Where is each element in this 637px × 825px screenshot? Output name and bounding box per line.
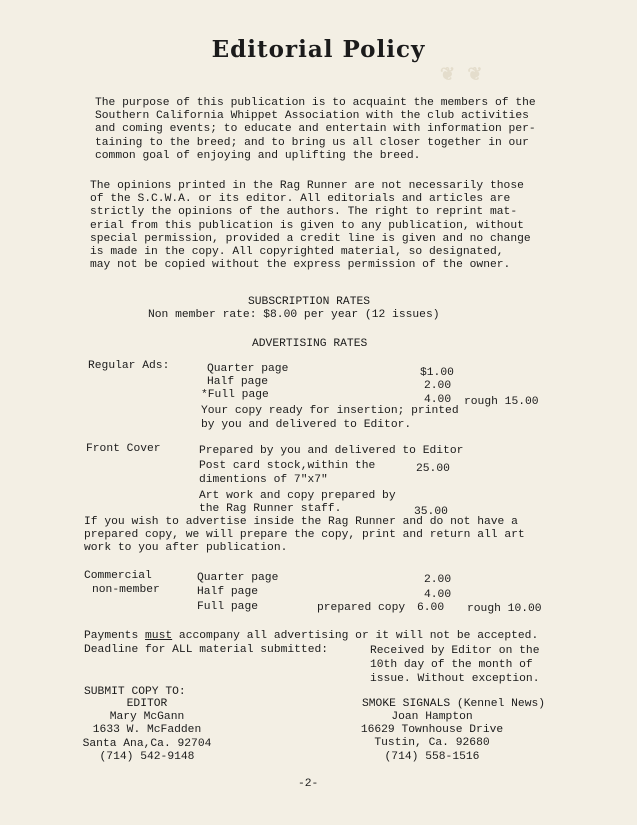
payment-note (84, 630, 538, 643)
front-cover-line: Art work and copy prepared by (199, 490, 396, 502)
bleed-through-text: ❦ ❦ (440, 64, 486, 85)
text-line: Southern California Whippet Association with the club activities (95, 110, 529, 123)
text-line: If you wish to advertise inside the Rag Runner and do not have a (84, 516, 518, 528)
text-line: taining to the breed; and to bring us all closer together in our (95, 136, 529, 149)
commercial-row-item: Full page (197, 601, 259, 613)
subscription-heading: SUBSCRIPTION RATES (248, 296, 371, 308)
deadline-line: issue. Without exception. (370, 673, 540, 685)
commercial-row-price: 4.00 (424, 589, 452, 601)
must-emphasis: must (145, 630, 173, 642)
address-line: (714) 542-9148 (99, 750, 195, 763)
commercial-row-rough: rough 10.00 (467, 603, 542, 615)
address-line: Mary McGann (109, 711, 185, 724)
submit-copy-heading: SUBMIT COPY TO: (84, 686, 186, 698)
text-line: is made in the copy. All copyrighted material, so designated, (90, 246, 504, 259)
text-line: strictly the opinions of the authors. The right to reprint mat- (90, 206, 518, 219)
text-line: work to you after publication. (84, 542, 288, 555)
smoke-signals-heading: SMOKE SIGNALS (Kennel News) (362, 698, 546, 710)
page-number: -2- (298, 778, 319, 790)
text-line: special permission, provided a credit line is given and no change (90, 232, 531, 245)
text-line: The opinions printed in the Rag Runner are not necessarily those (90, 180, 524, 192)
text-line: prepared copy, we will prepare the copy, print and return all art (84, 529, 525, 542)
payment-prefix: Payments (84, 630, 146, 642)
regular-row-item: Quarter page (207, 363, 289, 375)
deadline-line: 10th day of the month of (370, 659, 533, 671)
commercial-row-item: Quarter page (197, 572, 279, 584)
address-line: (714) 558-1516 (384, 750, 480, 763)
policy-paragraph-1 (95, 97, 536, 163)
address-line: Santa Ana,Ca. 92704 (82, 737, 212, 750)
deadline-label: Deadline for ALL material submitted: (84, 644, 329, 656)
regular-row-price: 2.00 (424, 380, 452, 392)
address-line: 1633 W. McFadden (92, 724, 202, 737)
regular-row-price: $1.00 (420, 367, 454, 379)
address-line: 16629 Townhouse Drive (360, 724, 504, 737)
subscription-rate: Non member rate: $8.00 per year (12 issues) (148, 309, 440, 321)
front-cover-price: 35.00 (414, 506, 448, 518)
editor-address-block (72, 698, 222, 764)
regular-ads-label: Regular Ads: (88, 360, 170, 372)
front-cover-line: Post card stock,within the (199, 460, 376, 472)
commercial-row-prepared: prepared copy (317, 602, 406, 614)
text-line: erial from this publication is given to any publication, without (90, 219, 524, 232)
payment-suffix: accompany all advertising or it will not be accepted. (172, 630, 539, 642)
advertising-heading: ADVERTISING RATES (252, 338, 368, 350)
commercial-row-item: Half page (197, 586, 259, 598)
address-line: Tustin, Ca. 92680 (374, 737, 490, 750)
regular-row-item: Half page (207, 376, 269, 388)
regular-row-rough: rough 15.00 (464, 396, 539, 408)
text-line: common goal of enjoying and uplifting the breed. (95, 149, 421, 162)
regular-note-line: Your copy ready for insertion; printed (201, 405, 459, 417)
inside-ad-note (84, 516, 525, 556)
regular-row-item: *Full page (201, 389, 269, 401)
commercial-row-price: 6.00 (417, 602, 445, 614)
page-title: Editorial Policy (211, 36, 426, 63)
text-line: The purpose of this publication is to acquaint the members of the (95, 97, 536, 109)
front-cover-price: 25.00 (416, 463, 450, 475)
non-member-label: non-member (92, 584, 160, 596)
front-cover-line: Prepared by you and delivered to Editor (199, 445, 464, 457)
commercial-label: Commercial (84, 570, 152, 582)
regular-row-price: 4.00 (424, 394, 452, 406)
policy-paragraph-2 (90, 180, 531, 272)
front-cover-line: dimentions of 7"x7" (199, 474, 328, 486)
address-line: Joan Hampton (391, 711, 473, 723)
text-line: of the S.C.W.A. or its editor. All editorials and articles are (90, 193, 511, 206)
deadline-line: Received by Editor on the (370, 645, 540, 657)
commercial-row-price: 2.00 (424, 574, 452, 586)
text-line: and coming events; to educate and entertain with information per- (95, 123, 536, 136)
smoke-signals-address-block (352, 711, 512, 764)
front-cover-label: Front Cover (86, 443, 161, 455)
address-line: EDITOR (126, 698, 168, 710)
regular-note-line: by you and delivered to Editor. (201, 419, 412, 431)
text-line: may not be copied without the express permission of the owner. (90, 259, 511, 272)
front-cover-line: the Rag Runner staff. (199, 503, 342, 515)
